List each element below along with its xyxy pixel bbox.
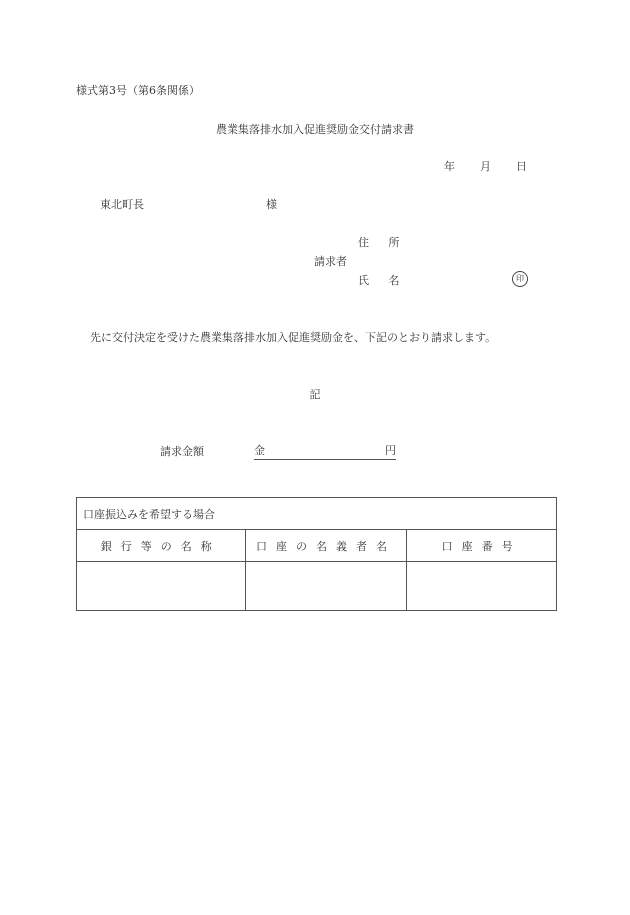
document-title: 農業集落排水加入促進奨励金交付請求書: [216, 123, 414, 136]
date-day-label: 日: [516, 160, 527, 173]
requester-label: 請求者: [314, 255, 347, 268]
header-bank-name: 銀行等の名称: [77, 530, 246, 562]
ki-heading: 記: [309, 388, 321, 401]
account-number-field[interactable]: [407, 562, 557, 611]
header-account-number: 口座番号: [407, 530, 557, 562]
bank-table-caption: 口座振込みを希望する場合: [77, 498, 557, 530]
date-year-label: 年: [444, 160, 455, 173]
header-account-holder: 口座の名義者名: [245, 530, 407, 562]
request-body-text: 先に交付決定を受けた農業集落排水加入促進奨励金を、下記のとおり請求します。: [90, 331, 497, 344]
amount-prefix: 金: [254, 444, 265, 457]
account-holder-field[interactable]: [245, 562, 407, 611]
bank-name-field[interactable]: [77, 562, 246, 611]
name-label: 氏 名: [358, 274, 408, 287]
bank-transfer-table: [76, 497, 557, 611]
honorific: 様: [266, 198, 277, 211]
amount-field[interactable]: [254, 444, 396, 460]
date-month-label: 月: [480, 160, 491, 173]
address-label: 住 所: [358, 236, 408, 249]
seal-icon: 印: [512, 271, 528, 287]
amount-label: 請求金額: [160, 445, 204, 458]
form-number: 様式第3号（第6条関係）: [76, 84, 200, 97]
addressee: 東北町長: [100, 198, 144, 211]
amount-suffix: 円: [385, 444, 396, 457]
